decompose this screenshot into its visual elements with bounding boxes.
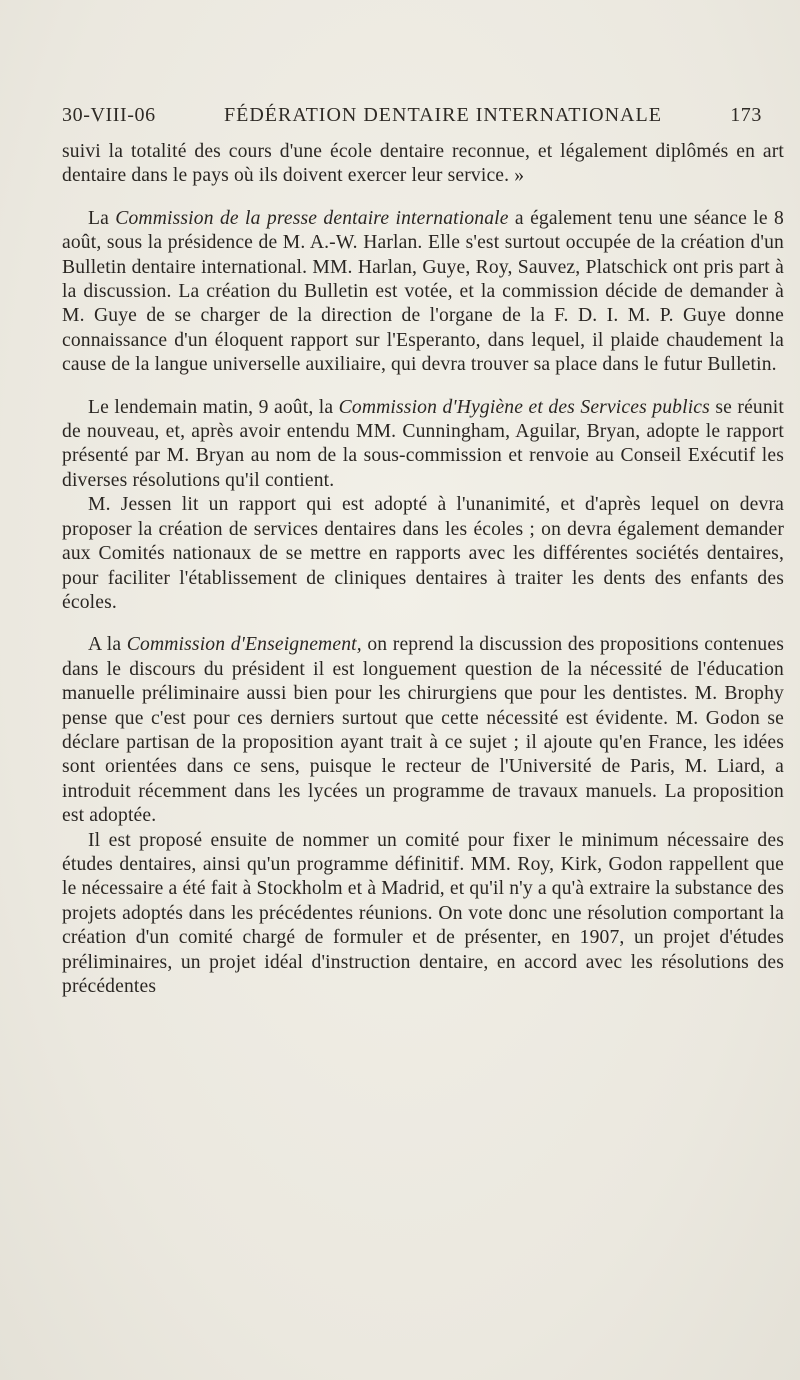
text-run: M. Jessen lit un rapport qui est adopté à l'unanimité, et d'après lequel on devra proposer la création de services dentaires dans les écoles ; on devra également demander aux Comités nationaux de se mettre en rapports avec les différentes sociétés dentaires, pour faciliter l'établissement de cliniques dentaires à traiter les dents des enfants des écoles. [62,494,784,613]
commission-name-italic: Commission d'Hygiène et des Services publics [338,396,710,418]
paragraph-press-commission [62,207,784,378]
page-number: 173 [730,104,762,126]
paragraph-jessen-report [62,493,784,615]
commission-name-italic: Commission de la presse dentaire internationale [115,207,509,229]
text-run: La [88,207,116,229]
running-header [62,104,762,127]
paragraph-teaching-commission [62,633,784,828]
body-text [62,140,784,999]
header-title: FÉDÉRATION DENTAIRE INTERNATIONALE [224,104,662,126]
header-date: 30-VIII-06 [62,104,156,126]
paragraph-committee-proposal [62,829,784,1000]
text-run: Il est proposé ensuite de nommer un comité pour fixer le minimum nécessaire des études dentaires, ainsi qu'un programme définitif. MM. Roy, Kirk, Godon rappellent que le nécessaire a été fait à Stockholm et à Madrid, et qu'il n'y a qu'à extraire la substance des projets adoptés dans les précédentes réunions. On vote donc une résolution comportant la création d'un comité chargé de formuler et de présenter, en 1907, un projet d'études préliminaires, un projet idéal d'instruction dentaire, en accord avec les résolutions des précédentes [62,829,784,997]
commission-name-italic: Commission d'Enseignement, [126,634,362,656]
text-run: se réunit de nouveau, et, après avoir entendu MM. Cunningham, Aguilar, Bryan, adopte le rapport présenté par M. Bryan au nom de la sous-commission et renvoie au Conseil Exécutif les diverses résolutions qu'il contient. [62,396,784,491]
text-run: a également tenu une séance le 8 août, sous la présidence de M. A.-W. Harlan. Elle s'est surtout occupée de la création d'un Bulletin dentaire international. MM. Harlan, Guye, Roy, Sauvez, Platschick ont pris part à la discussion. La création du Bulletin est votée, et la commission décide de demander à M. Guye de se charger de la direction de l'organe de la F. D. I. M. P. Guye donne connaissance d'un éloquent rapport sur l'Esperanto, dans lequel, il plaide chaudement la cause de la langue universelle auxiliaire, qui devra trouver sa place dans le futur Bulletin. [62,207,784,376]
paragraph-continuation [62,140,784,189]
text-run: A la [88,634,127,656]
paragraph-hygiene-commission [62,396,784,494]
text-run: on reprend la discussion des propositions contenues dans le discours du président il est longuement question de la nécessité de l'éducation manuelle préliminaire aussi bien pour les chirurgiens que pour les dentistes. M. Brophy pense que c'est pour ces derniers surtout que cette nécessité est évidente. M. Godon se déclare partisan de la proposition ayant trait à ce sujet ; il ajoute qu'en France, les idées sont orientées dans ce sens, puisque le recteur de l'Université de Paris, M. Liard, a introduit récemment dans les lycées un programme de travaux manuels. La proposition est adoptée. [62,634,784,827]
text-run: Le lendemain matin, 9 août, la [88,396,339,418]
text-run: suivi la totalité des cours d'une école dentaire reconnue, et légalement diplômés en art dentaire dans le pays où ils doivent exercer leur service. » [62,141,784,187]
